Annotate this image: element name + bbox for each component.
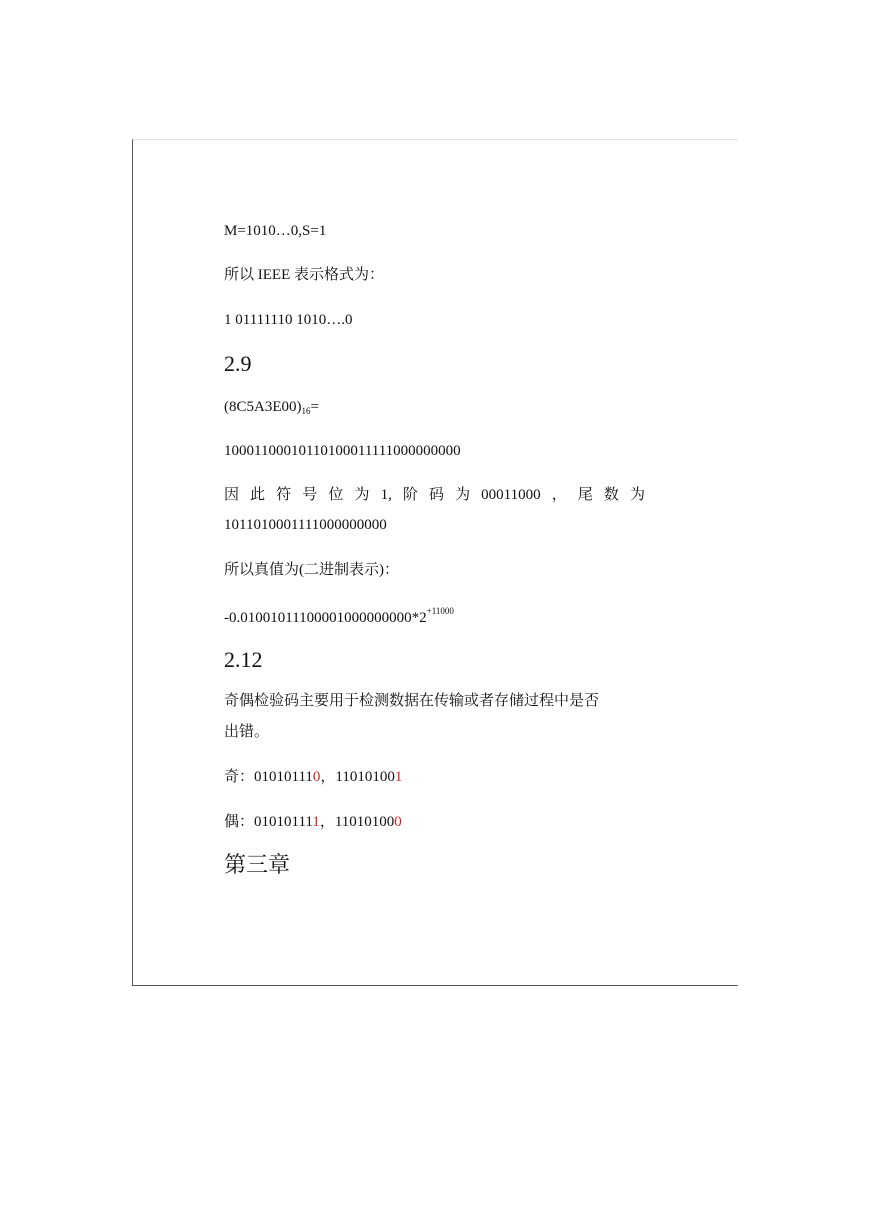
parity-description-line-1: 奇偶检验码主要用于检测数据在传输或者存储过程中是否 xyxy=(224,693,600,709)
hex-equals: = xyxy=(310,399,319,415)
sentence-word: 号 xyxy=(302,487,318,503)
odd-parity-bit-2: 1 xyxy=(394,769,403,785)
section-heading-2-12: 2.12 xyxy=(224,647,263,672)
even-prefix: 偶：01010111 xyxy=(224,814,313,830)
sentence-word: 符 xyxy=(276,487,292,503)
sentence-word: 数 xyxy=(603,487,619,503)
even-parity-line xyxy=(224,815,402,830)
sentence-word: 此 xyxy=(250,487,266,503)
even-parity-bit-2: 0 xyxy=(394,814,402,830)
sentence-word: 00011000 xyxy=(481,487,541,503)
hex-subscript: 16 xyxy=(301,406,311,416)
sentence-word: 位 xyxy=(328,487,344,503)
odd-mid: ，11010100 xyxy=(320,769,395,785)
parity-description-line-2: 出错。 xyxy=(224,724,270,740)
truth-value-expression xyxy=(224,607,454,626)
truth-exponent: +11000 xyxy=(426,606,454,616)
hex-expression xyxy=(224,400,319,416)
sentence-word: ， xyxy=(551,487,567,503)
odd-parity-bit-1: 0 xyxy=(312,769,321,785)
sentence-word: 阶 xyxy=(402,487,418,503)
ieee-format-label: 所以 IEEE 表示格式为： xyxy=(224,267,384,283)
sentence-word: 因 xyxy=(224,487,240,503)
m-s-values: M=1010…0,S=1 xyxy=(224,223,327,239)
sentence-word: 为 xyxy=(455,487,471,503)
hex-base: (8C5A3E00) xyxy=(224,399,302,415)
even-parity-bit-1: 1 xyxy=(312,814,320,830)
page-frame xyxy=(132,139,738,986)
truth-base: -0.01001011100001000000000*2 xyxy=(224,610,427,626)
chapter-3-heading: 第三章 xyxy=(224,852,291,877)
section-heading-2-9: 2.9 xyxy=(224,351,252,376)
sentence-word: 尾 xyxy=(577,487,593,503)
sentence-word: 为 xyxy=(354,487,370,503)
sign-exponent-sentence xyxy=(224,488,645,503)
binary-value: 10001100010110100011111000000000 xyxy=(224,443,461,459)
truth-value-label: 所以真值为(二进制表示)： xyxy=(224,562,399,578)
sentence-word: 1, xyxy=(380,487,392,503)
mantissa-value: 1011010001111000000000 xyxy=(224,517,387,533)
odd-parity-line xyxy=(224,770,402,785)
ieee-format-value: 1 01111110 1010….0 xyxy=(224,312,353,328)
sentence-word: 码 xyxy=(428,487,444,503)
even-mid: ，11010100 xyxy=(319,814,395,830)
odd-prefix: 奇：01010111 xyxy=(224,769,313,785)
sentence-word: 为 xyxy=(629,487,645,503)
